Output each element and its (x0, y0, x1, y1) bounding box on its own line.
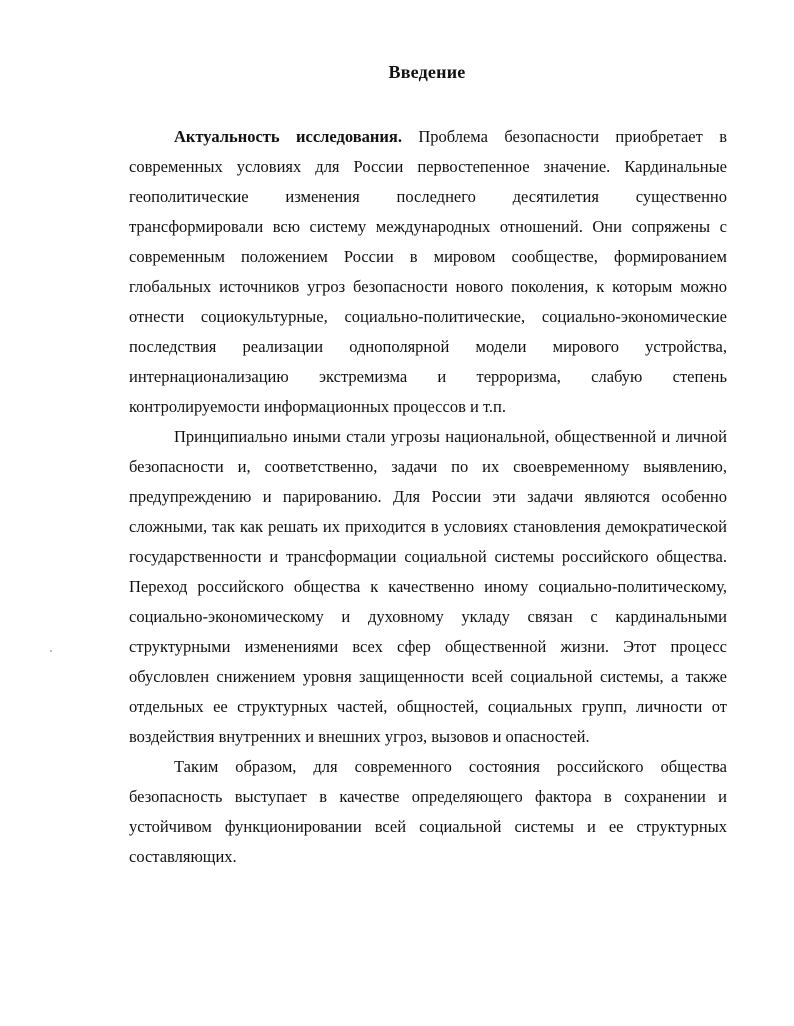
paragraph-relevance (129, 122, 727, 422)
paragraph-text: Проблема безопасности приобретает в современных условиях для России первостепенное значение. Кардинальные геополитические изменения последнего десятилетия существенно трансформировали всю систему международных отношений. Они сопряжены с современным положением России в мировом сообществе, формированием глобальных источников угроз безопасности нового поколения, к которым можно отнести социокультурные, социально-политические, социально-экономические последствия реализации однополярной модели мирового устройства, интернационализацию экстремизма и терроризма, слабую степень контролируемости информационных процессов и т.п. (129, 127, 727, 416)
paragraph-threats: Принципиально иными стали угрозы национальной, общественной и личной безопасности и, соответственно, задачи по их своевременному выявлению, предупреждению и парированию. Для России эти задачи являются особенно сложными, так как решать их приходится в условиях становления демократической государственности и трансформации социальной системы российского общества. Переход российского общества к качественно иному социально-политическому, социально-экономическому и духовному укладу связан с кардинальными структурными изменениями всех сфер общественной жизни. Этот процесс обусловлен снижением уровня защищенности всей социальной системы, а также отдельных ее структурных частей, общностей, социальных групп, личности от воздействия внутренних и внешних угроз, вызовов и опасностей. (129, 427, 727, 746)
page-title: Введение (388, 62, 466, 82)
document-body (129, 122, 727, 872)
scan-speck (50, 650, 52, 652)
paragraph-lead: Актуальность исследования. (174, 127, 402, 146)
paragraph-conclusion: Таким образом, для современного состояния российского общества безопасность выступает в качестве определяющего фактора в сохранении и устойчивом функционировании всей социальной системы и ее структурных составляющих. (129, 757, 727, 866)
